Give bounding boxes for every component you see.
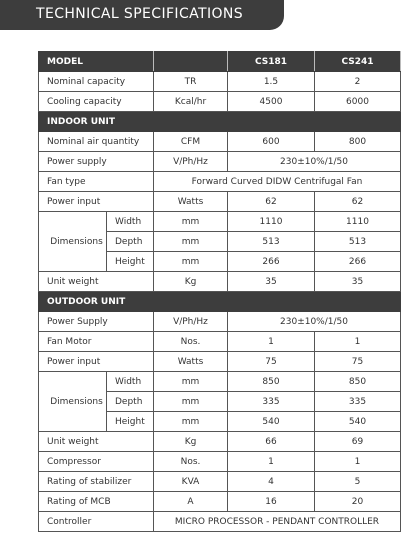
row-unit: mm xyxy=(154,412,228,432)
dimension-name: Height xyxy=(107,252,154,272)
value-cs181: 540 xyxy=(228,412,315,432)
section-header-outdoor xyxy=(39,292,401,312)
table-row xyxy=(39,272,401,292)
value-merged: 230±10%/1/50 xyxy=(228,152,401,172)
table-row xyxy=(39,132,401,152)
table-row xyxy=(39,172,401,192)
row-unit: V/Ph/Hz xyxy=(154,152,228,172)
dimensions-label: Dimensions xyxy=(39,212,107,272)
row-unit: V/Ph/Hz xyxy=(154,312,228,332)
row-label: Nominal air quantity xyxy=(39,132,154,152)
row-unit: mm xyxy=(154,252,228,272)
table-row xyxy=(39,72,401,92)
value-cs181: 850 xyxy=(228,372,315,392)
value-cs181: 62 xyxy=(228,192,315,212)
value-cs181: 513 xyxy=(228,232,315,252)
table-row xyxy=(39,372,401,392)
table-row xyxy=(39,512,401,532)
value-cs181: 4 xyxy=(228,472,315,492)
table-row xyxy=(39,452,401,472)
row-unit: CFM xyxy=(154,132,228,152)
value-cs241: 6000 xyxy=(315,92,401,112)
table-row xyxy=(39,332,401,352)
col-cs241-header: CS241 xyxy=(315,52,401,72)
col-cs181-header: CS181 xyxy=(228,52,315,72)
row-label: Nominal capacity xyxy=(39,72,154,92)
value-cs241: 62 xyxy=(315,192,401,212)
value-cs241: 1 xyxy=(315,332,401,352)
row-label: Controller xyxy=(39,512,154,532)
value-merged: 230±10%/1/50 xyxy=(228,312,401,332)
value-cs241: 20 xyxy=(315,492,401,512)
value-cs241: 1110 xyxy=(315,212,401,232)
row-label: Unit weight xyxy=(39,432,154,452)
row-label: Power input xyxy=(39,352,154,372)
row-label: Rating of stabilizer xyxy=(39,472,154,492)
value-cs241: 335 xyxy=(315,392,401,412)
model-header: MODEL xyxy=(39,52,154,72)
dimensions-label: Dimensions xyxy=(39,372,107,432)
value-cs241: 266 xyxy=(315,252,401,272)
value-cs241: 69 xyxy=(315,432,401,452)
row-label: Power supply xyxy=(39,152,154,172)
value-cs181: 335 xyxy=(228,392,315,412)
value-cs181: 75 xyxy=(228,352,315,372)
value-cs241: 540 xyxy=(315,412,401,432)
value-cs241: 1 xyxy=(315,452,401,472)
table-row xyxy=(39,472,401,492)
table-row xyxy=(39,92,401,112)
value-merged: MICRO PROCESSOR - PENDANT CONTROLLER xyxy=(154,512,401,532)
unit-header xyxy=(154,52,228,72)
dimension-name: Width xyxy=(107,212,154,232)
header-row xyxy=(39,52,401,72)
table-row xyxy=(39,192,401,212)
value-cs181: 66 xyxy=(228,432,315,452)
row-unit: mm xyxy=(154,392,228,412)
row-unit: Kcal/hr xyxy=(154,92,228,112)
section-header-indoor xyxy=(39,112,401,132)
dimension-name: Width xyxy=(107,372,154,392)
row-unit: mm xyxy=(154,212,228,232)
row-label: Compressor xyxy=(39,452,154,472)
value-cs181: 266 xyxy=(228,252,315,272)
table-row xyxy=(39,432,401,452)
row-unit: mm xyxy=(154,372,228,392)
spec-table xyxy=(38,51,401,532)
row-label: Power Supply xyxy=(39,312,154,332)
row-label: Unit weight xyxy=(39,272,154,292)
value-cs181: 1.5 xyxy=(228,72,315,92)
value-cs181: 16 xyxy=(228,492,315,512)
section-title: INDOOR UNIT xyxy=(39,112,401,132)
value-cs241: 800 xyxy=(315,132,401,152)
row-label: Rating of MCB xyxy=(39,492,154,512)
row-unit: Nos. xyxy=(154,332,228,352)
value-cs241: 2 xyxy=(315,72,401,92)
row-unit: KVA xyxy=(154,472,228,492)
value-cs241: 850 xyxy=(315,372,401,392)
dimension-name: Height xyxy=(107,412,154,432)
row-unit: Watts xyxy=(154,192,228,212)
table-row xyxy=(39,312,401,332)
dimension-name: Depth xyxy=(107,232,154,252)
value-cs181: 35 xyxy=(228,272,315,292)
section-title: OUTDOOR UNIT xyxy=(39,292,401,312)
value-cs241: 5 xyxy=(315,472,401,492)
row-unit: Kg xyxy=(154,432,228,452)
value-cs181: 4500 xyxy=(228,92,315,112)
row-unit: Kg xyxy=(154,272,228,292)
table-row xyxy=(39,212,401,232)
value-merged: Forward Curved DIDW Centrifugal Fan xyxy=(154,172,401,192)
row-label: Fan Motor xyxy=(39,332,154,352)
table-row xyxy=(39,492,401,512)
row-label: Cooling capacity xyxy=(39,92,154,112)
value-cs181: 1 xyxy=(228,332,315,352)
table-row xyxy=(39,352,401,372)
row-label: Power input xyxy=(39,192,154,212)
value-cs241: 513 xyxy=(315,232,401,252)
table-row xyxy=(39,152,401,172)
row-label: Fan type xyxy=(39,172,154,192)
row-unit: mm xyxy=(154,232,228,252)
row-unit: Nos. xyxy=(154,452,228,472)
row-unit: Watts xyxy=(154,352,228,372)
title-bar xyxy=(0,0,284,30)
value-cs181: 600 xyxy=(228,132,315,152)
value-cs181: 1 xyxy=(228,452,315,472)
value-cs241: 75 xyxy=(315,352,401,372)
dimension-name: Depth xyxy=(107,392,154,412)
page-title: TECHNICAL SPECIFICATIONS xyxy=(36,6,244,22)
value-cs181: 1110 xyxy=(228,212,315,232)
row-unit: TR xyxy=(154,72,228,92)
value-cs241: 35 xyxy=(315,272,401,292)
row-unit: A xyxy=(154,492,228,512)
